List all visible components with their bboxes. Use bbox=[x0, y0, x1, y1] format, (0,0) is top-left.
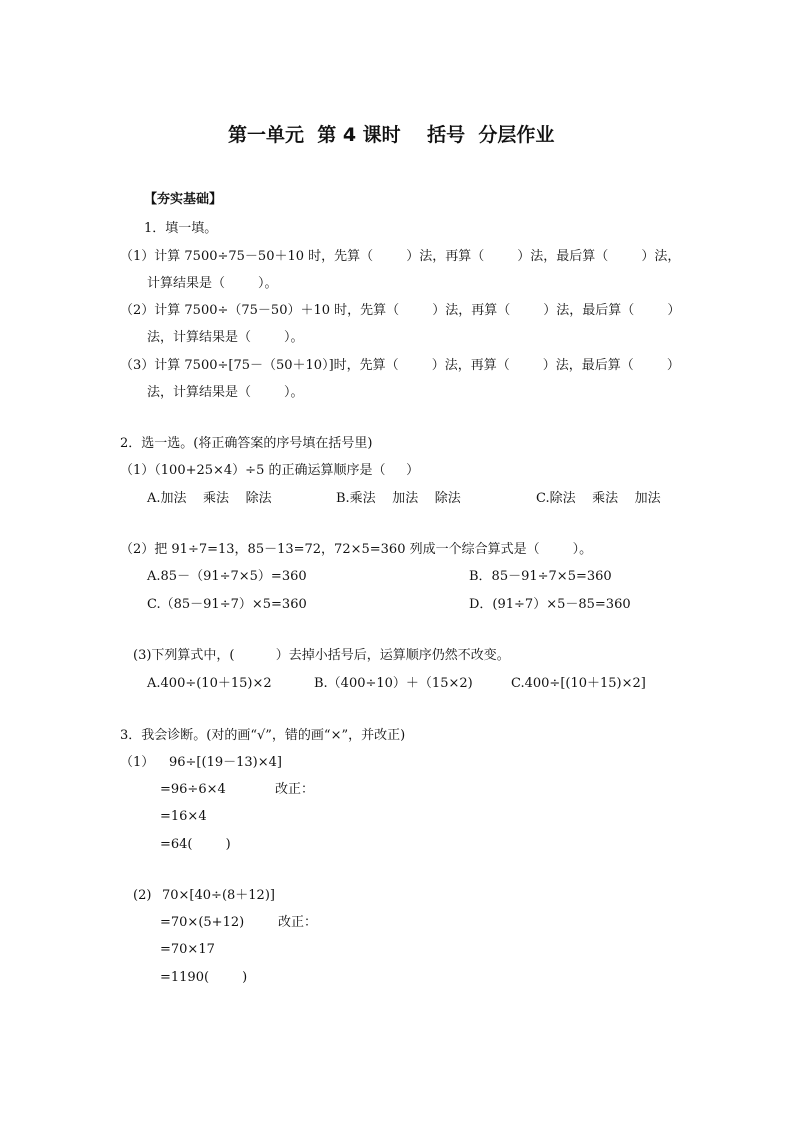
correction-label: 改正： bbox=[278, 915, 318, 930]
question-3-part-2-expression: 70×[40÷(8＋12)] bbox=[162, 888, 275, 903]
page-title: 第一单元 第 4 课时 括号 分层作业 bbox=[228, 124, 555, 146]
question-3-heading: 3．我会诊断。(对的画“√”，错的画“×”，并改正) bbox=[120, 728, 406, 743]
calculation-step: =64( ) bbox=[160, 837, 231, 852]
question-3-part-1-expression: 96÷[(19－13)×4] bbox=[169, 755, 282, 770]
question-2-part-2: （2）把 91÷7=13，85－13=72，72×5=360 列成一个综合算式是（ ）。 bbox=[120, 542, 593, 557]
option-b: B．85－91÷7×5=360 bbox=[469, 569, 612, 584]
option-c: C.除法 乘法 加法 bbox=[536, 491, 661, 506]
question-3-part-1-label: （1） bbox=[120, 755, 155, 770]
option-b: B.（400÷10）＋（15×2) bbox=[314, 676, 473, 691]
option-a: A.85－（91÷7×5）=360 bbox=[147, 569, 307, 584]
question-1-line-2: 计算结果是（ ）。 bbox=[147, 276, 278, 291]
question-1-line-5: （3）计算 7500÷[75－（50＋10）]时，先算（ ）法，再算（ ）法，最后算（ ） bbox=[120, 358, 680, 373]
option-a: A.加法 乘法 除法 bbox=[147, 491, 272, 506]
calculation-step: =1190( ) bbox=[160, 970, 248, 985]
question-1-line-4: 法，计算结果是（ ）。 bbox=[147, 330, 304, 345]
question-1-line-6: 法，计算结果是（ ）。 bbox=[147, 385, 304, 400]
question-2-heading: 2．选一选。(将正确答案的序号填在括号里) bbox=[120, 436, 373, 451]
calculation-step: =16×4 bbox=[160, 809, 207, 824]
question-2-part-3: (3)下列算式中，( ）去掉小括号后，运算顺序仍然不改变。 bbox=[133, 648, 510, 663]
correction-label: 改正： bbox=[275, 782, 315, 797]
question-1-heading: 1．填一填。 bbox=[144, 221, 218, 236]
question-3-part-2-label: (2) bbox=[133, 888, 152, 903]
option-d: D．(91÷7）×5－85=360 bbox=[469, 597, 631, 612]
question-1-line-1: （1）计算 7500÷75－50＋10 时，先算（ ）法，再算（ ）法，最后算（ ）法， bbox=[120, 249, 681, 264]
option-c: C.（85－91÷7）×5=360 bbox=[147, 597, 307, 612]
question-1-line-3: （2）计算 7500÷（75－50）＋10 时，先算（ ）法，再算（ ）法，最后算（ ） bbox=[120, 303, 681, 318]
question-2-part-1: （1）（100+25×4）÷5 的正确运算顺序是（ ） bbox=[120, 463, 420, 478]
section-heading: 【夯实基础】 bbox=[144, 192, 223, 207]
calculation-step: =70×(5+12) bbox=[160, 915, 245, 930]
option-b: B.乘法 加法 除法 bbox=[336, 491, 461, 506]
option-a: A.400÷(10＋15)×2 bbox=[147, 676, 272, 691]
option-c: C.400÷[(10＋15)×2] bbox=[511, 676, 646, 691]
calculation-step: =70×17 bbox=[160, 942, 215, 957]
calculation-step: =96÷6×4 bbox=[160, 782, 226, 797]
